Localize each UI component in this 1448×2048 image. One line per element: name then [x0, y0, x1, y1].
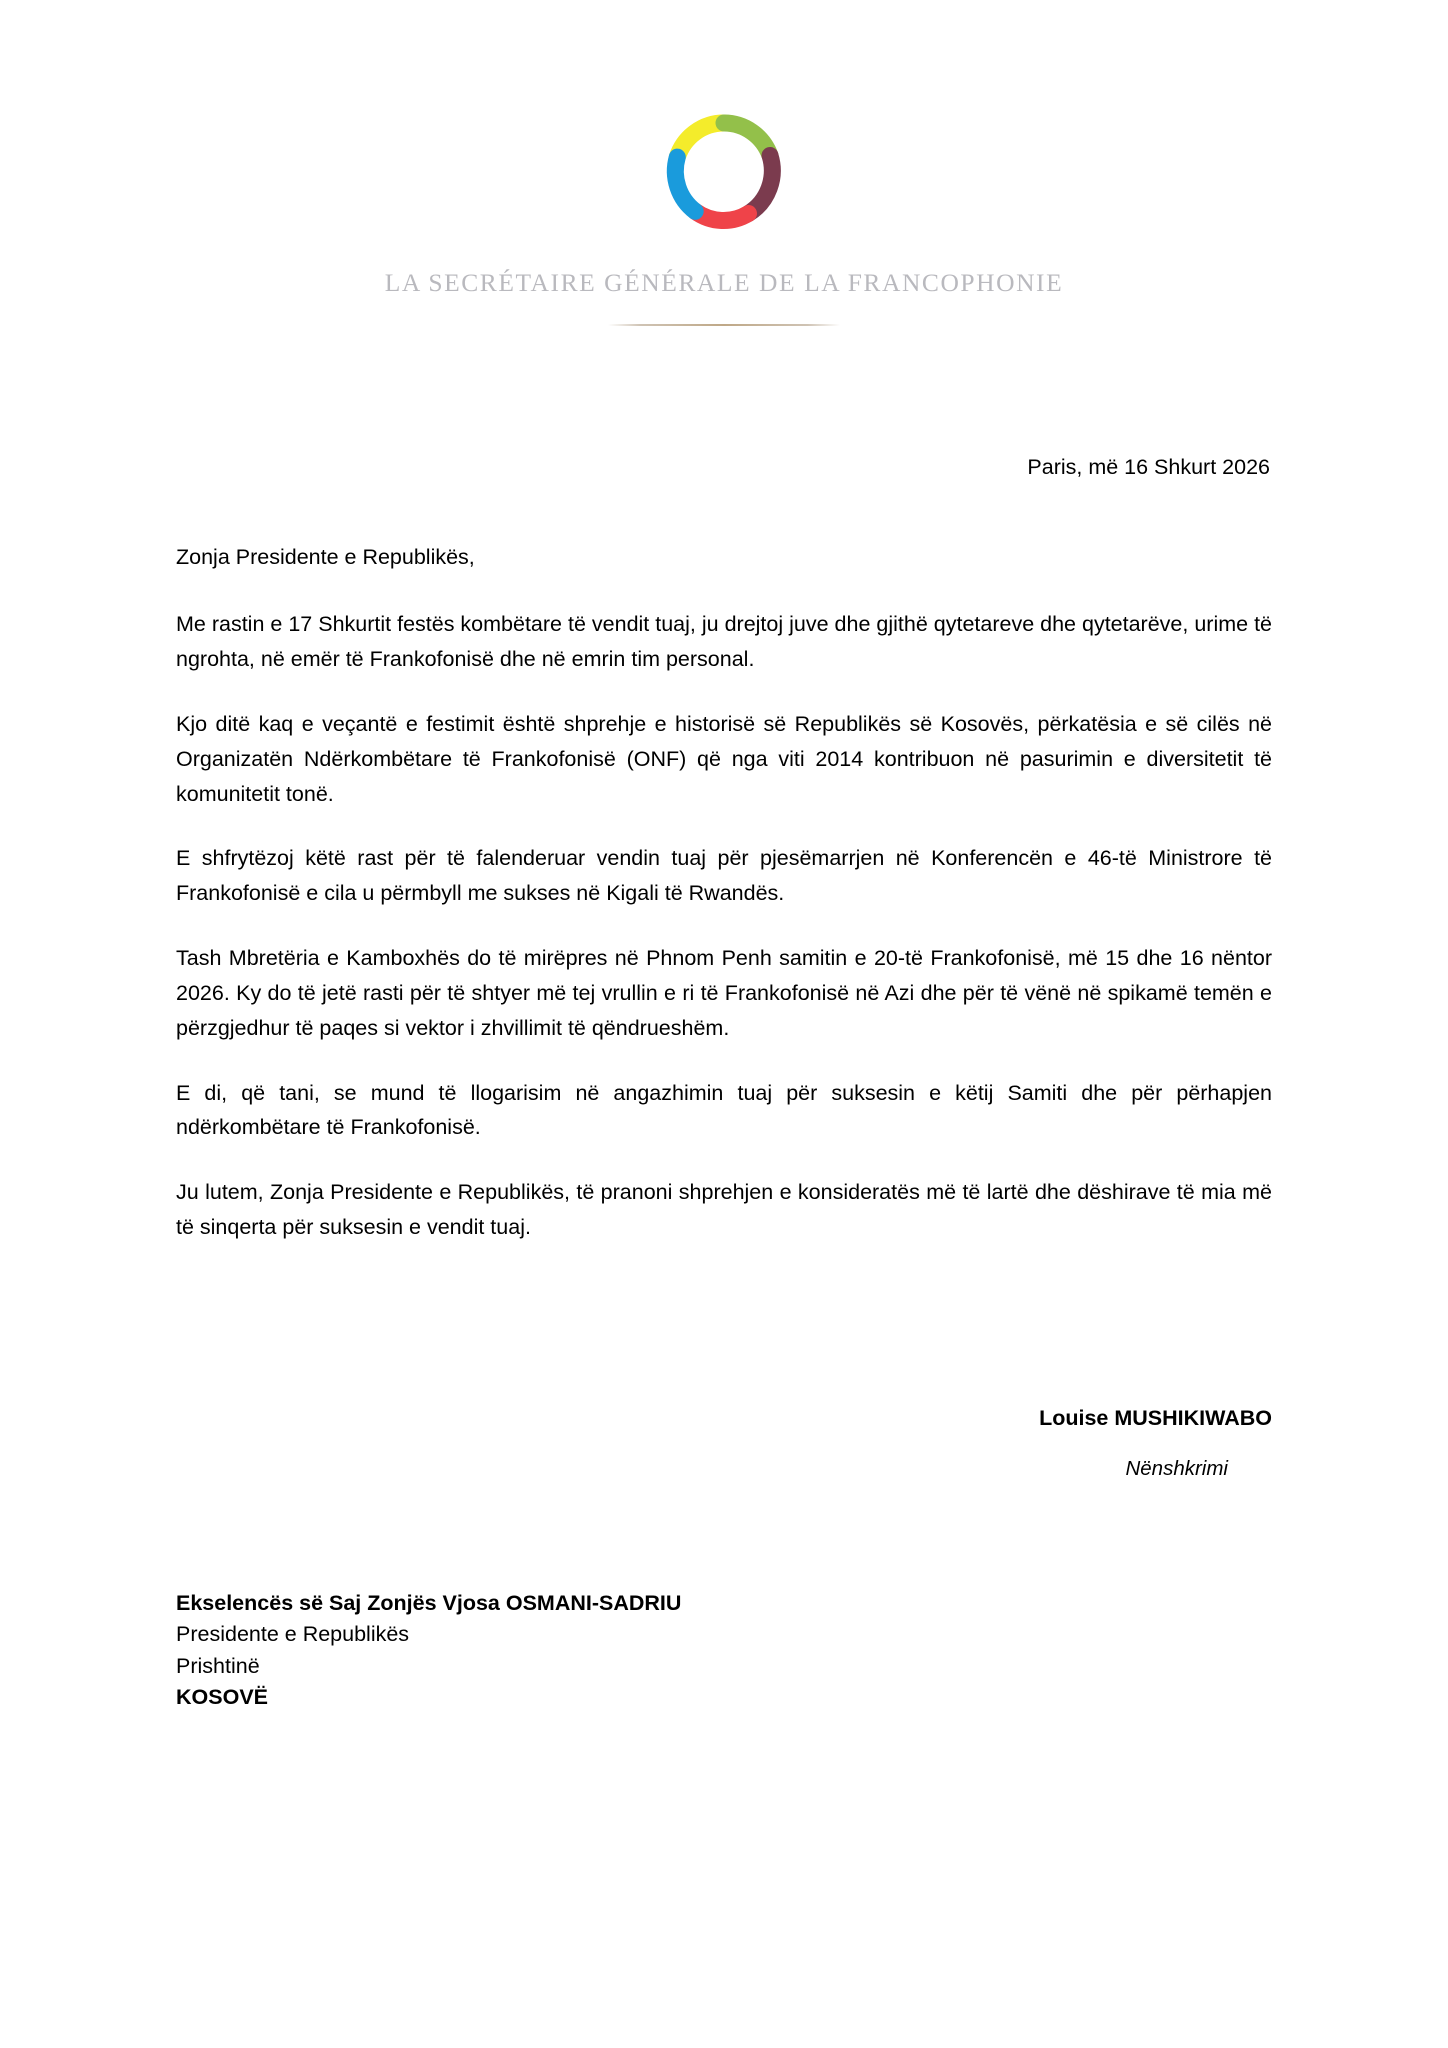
letter-body [176, 452, 1272, 1245]
logo-container [0, 112, 1448, 234]
letterhead-title: LA SECRÉTAIRE GÉNÉRALE DE LA FRANCOPHONIE [384, 268, 1064, 297]
salutation: Zonja Presidente e Republikës, [176, 545, 475, 570]
recipient-block [176, 1588, 681, 1714]
paragraph: E di, që tani, se mund të llogarisim në angazhimin tuaj për suksesin e këtij Samiti dhe për përhapjen ndërkombëtare të Frankofonisë. [176, 1080, 1272, 1140]
recipient-country: KOSOVË [176, 1685, 268, 1710]
paragraph: Me rastin e 17 Shkurtit festës kombëtare të vendit tuaj, ju drejtoj juve dhe gjithë qytetareve dhe qytetarëve, urime të ngrohta, në emër të Frankofonisë dhe në emrin tim personal. [176, 612, 1272, 672]
recipient-city: Prishtinë [176, 1653, 260, 1678]
signature-block [752, 1403, 1272, 1484]
paragraph: Ju lutem, Zonja Presidente e Republikës, të pranoni shprehjen e konsideratës më të lartë dhe dëshirave të mia më të sinqerta për suksesin e vendit tuaj. [176, 1180, 1272, 1240]
signatory-role: Nënshkrimi [1125, 1457, 1228, 1481]
paragraph: E shfrytëzoj këtë rast për të falenderuar vendin tuaj për pjesëmarrjen në Konferencën e 46-të Ministrore të Frankofonisë e cila u përmbyll me sukses në Kigali të Rwandës. [176, 846, 1272, 906]
paragraph: Kjo ditë kaq e veçantë e festimit është shprehje e historisë së Republikës së Kosovës, përkatësia e së cilës në Organizatën Ndërkombëtare të Frankofonisë (ONF) që nga viti 2014 kontribuon në pasurimin e diversitetit të komunitetit tonë. [176, 711, 1272, 806]
letterhead-divider [608, 324, 840, 326]
recipient-title: Presidente e Republikës [176, 1622, 410, 1647]
paragraph: Tash Mbretëria e Kamboxhës do të mirëpres në Phnom Penh samitin e 20-të Frankofonisë, më 15 dhe 16 nëntor 2026. Ky do të jetë rasti për të shtyer më tej vrullin e ri të Frankofonisë në Azi dhe për të vënë në spikamë temën e përzgjedhur të paqes si vektor i zhvillimit të qëndrueshëm. [176, 946, 1272, 1040]
letterhead [0, 0, 1448, 326]
francophonie-ring-logo-icon [664, 112, 784, 234]
recipient-name: Ekselencës së Saj Zonjës Vjosa OSMANI-SADRIU [176, 1591, 682, 1615]
date-line: Paris, më 16 Shkurt 2026 [1027, 455, 1270, 479]
signatory-name: Louise MUSHIKIWABO [1039, 1406, 1272, 1430]
